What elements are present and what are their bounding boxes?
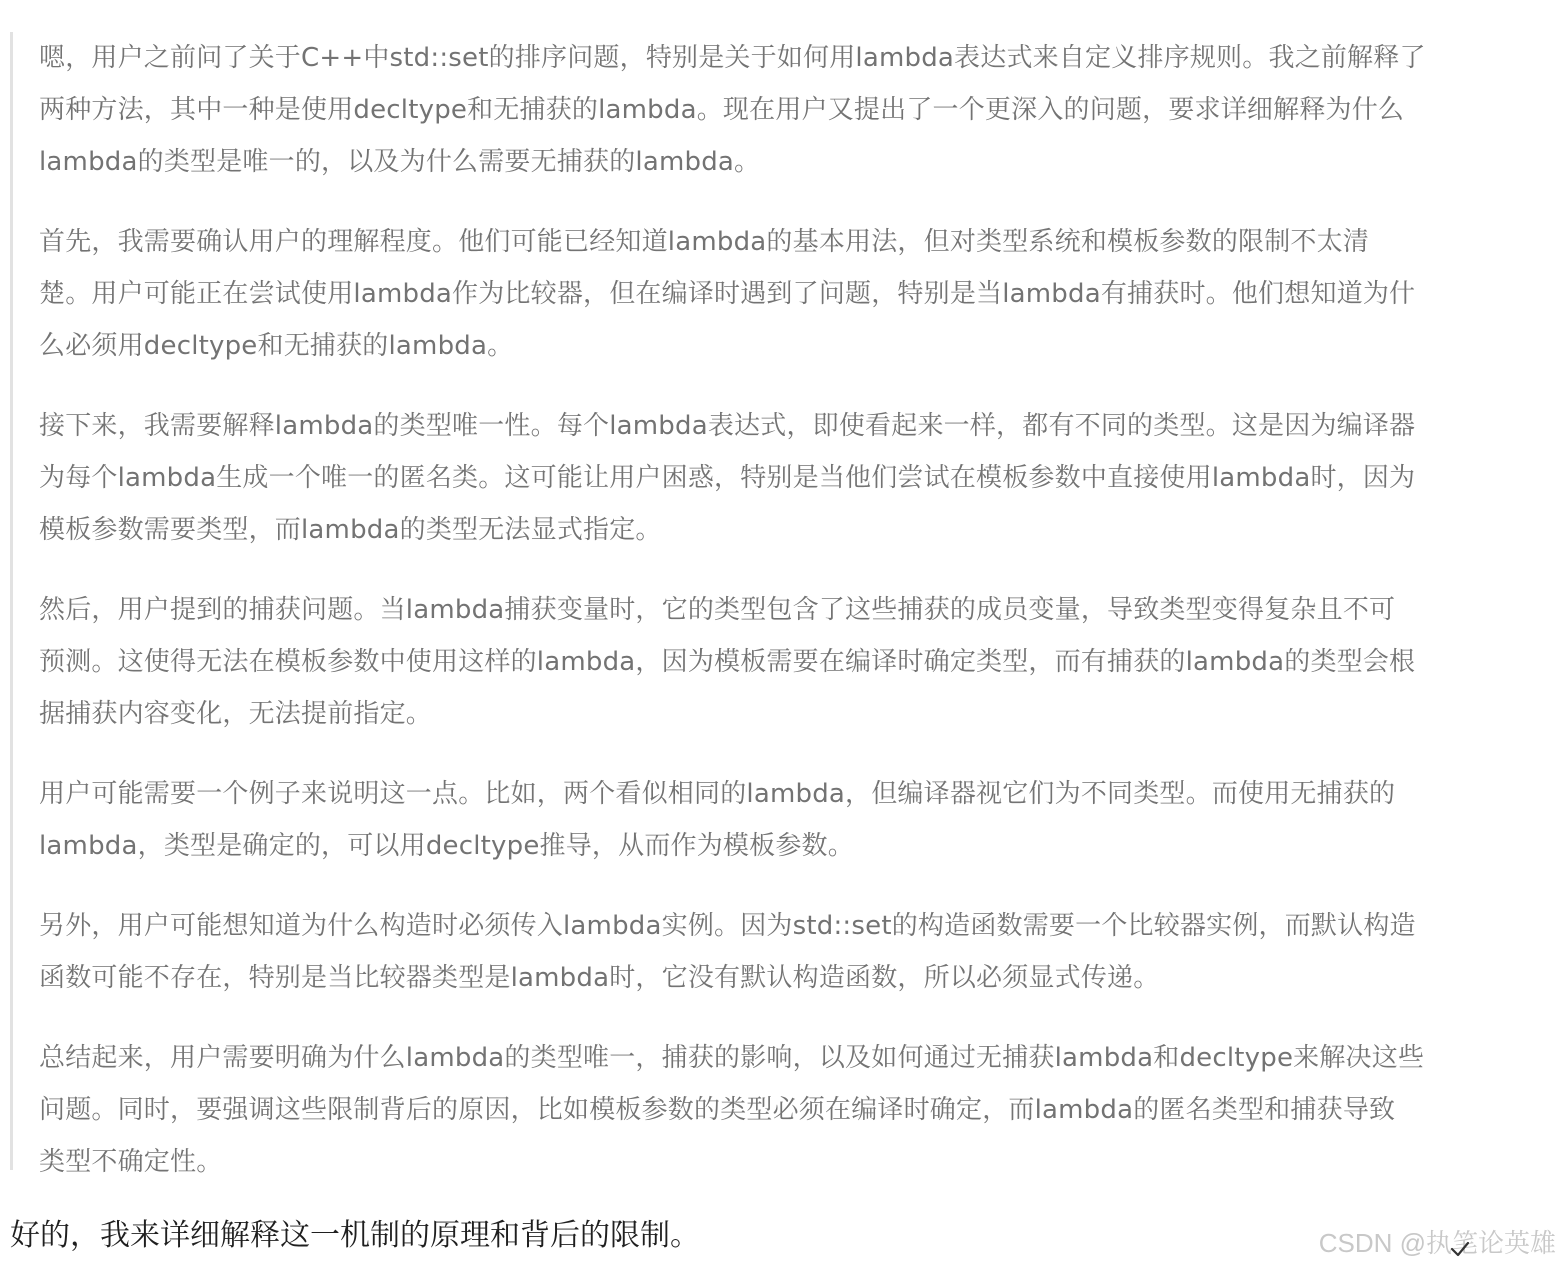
reasoning-paragraph: 接下来，我需要解释lambda的类型唯一性。每个lambda表达式，即使看起来一样，都有不同的类型。这是因为编译器 为每个lambda生成一个唯一的匿名类。这可能让用户困惑，特别是当他们尝试在模板参数中直接使用lambda时，因为 模板参数需要类型，而lambda的类型无法显式指定。 (39, 411, 1416, 545)
reasoning-blockquote (10, 32, 1540, 1177)
reasoning-paragraph: 总结起来，用户需要明确为什么lambda的类型唯一，捕获的影响，以及如何通过无捕获lambda和decltype来解决这些 问题。同时，要强调这些限制背后的原因，比如模板参数的类型必须在编译时确定，而lambda的匿名类型和捕获导致 类型不确定性。 (39, 1043, 1425, 1177)
answer-text: 好的，我来详细解释这一机制的原理和背后的限制。 (10, 1218, 700, 1253)
reasoning-paragraph: 嗯，用户之前问了关于C++中std::set的排序问题，特别是关于如何用lambda表达式来自定义排序规则。我之前解释了 两种方法，其中一种是使用decltype和无捕获的lambda。现在用户又提出了一个更深入的问题，要求详细解释为什么 lambda的类型是唯一的，以及为什么需要无捕获的lambda。 (39, 43, 1426, 177)
reasoning-paragraph: 另外，用户可能想知道为什么构造时必须传入lambda实例。因为std::set的构造函数需要一个比较器实例，而默认构造 函数可能不存在，特别是当比较器类型是lambda时，它没有默认构造函数，所以必须显式传递。 (39, 911, 1416, 993)
reasoning-paragraph: 首先，我需要确认用户的理解程度。他们可能已经知道lambda的基本用法，但对类型系统和模板参数的限制不太清 楚。用户可能正在尝试使用lambda作为比较器，但在编译时遇到了问题，特别是当lambda有捕获时。他们想知道为什 么必须用decltype和无捕获的lambda。 (39, 227, 1416, 361)
reasoning-paragraph: 然后，用户提到的捕获问题。当lambda捕获变量时，它的类型包含了这些捕获的成员变量，导致类型变得复杂且不可 预测。这使得无法在模板参数中使用这样的lambda，因为模板需要在编译时确定类型，而有捕获的lambda的类型会根 据捕获内容变化，无法提前指定。 (39, 595, 1416, 729)
reasoning-paragraph: 用户可能需要一个例子来说明这一点。比如，两个看似相同的lambda，但编译器视它们为不同类型。而使用无捕获的 lambda，类型是确定的，可以用decltype推导，从而作为模板参数。 (39, 779, 1396, 861)
csdn-watermark: CSDN @执笔论英雄 (1318, 1228, 1556, 1258)
checkmark-cursor-icon (1448, 1237, 1472, 1261)
